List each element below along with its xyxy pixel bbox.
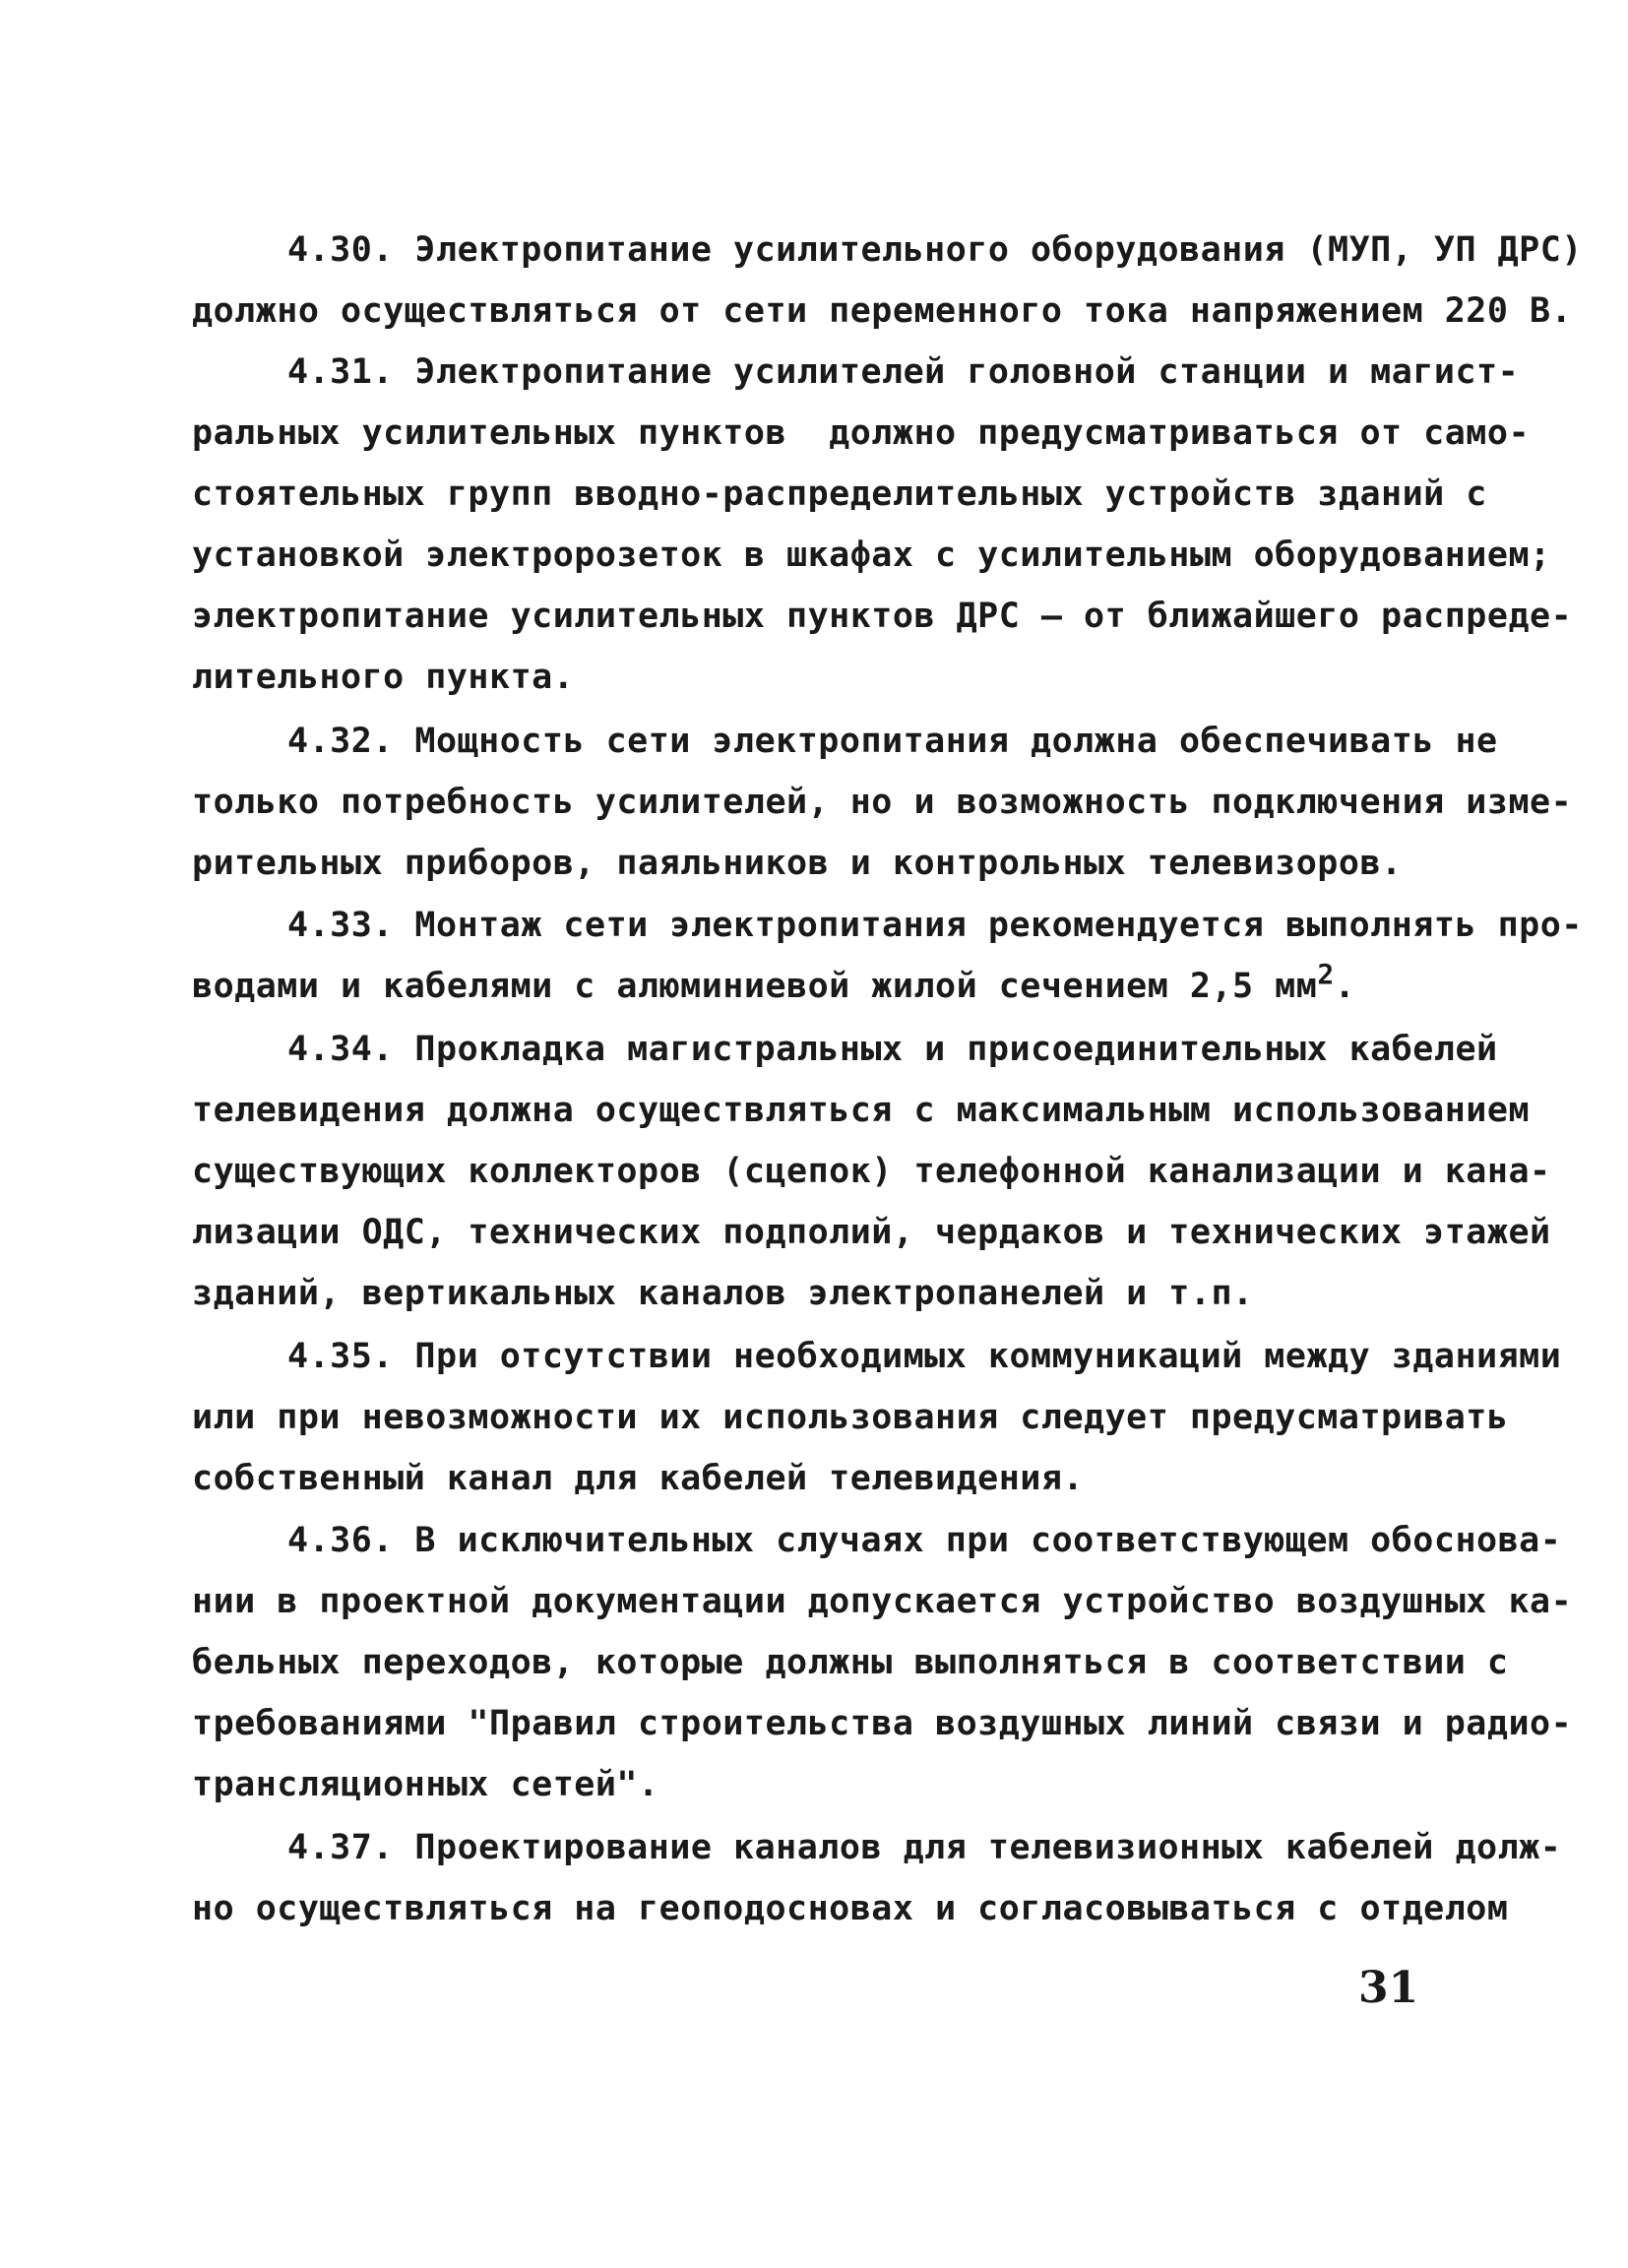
text-line: телевидения должна осуществляться с максимальным использованием: [192, 1091, 1531, 1130]
text-line: существующих коллекторов (сцепок) телефонной канализации и кана-: [192, 1152, 1551, 1191]
page-number: 31: [1358, 1963, 1419, 2013]
text-line: 4.32. Мощность сети электропитания должна обеспечивать не: [287, 722, 1498, 761]
text-line: лительного пункта.: [192, 658, 575, 697]
text-line: бельных переходов, которые должны выполняться в соответствии с: [192, 1643, 1509, 1682]
text-line-suffix: .: [1334, 967, 1356, 1006]
text-line: зданий, вертикальных каналов электропанелей и т.п.: [192, 1274, 1254, 1313]
text-line: требованиями "Правил строительства воздушных линий связи и радио-: [192, 1704, 1573, 1743]
text-line: 4.31. Электропитание усилителей головной станции и магист-: [287, 352, 1520, 392]
text-line: 4.37. Проектирование каналов для телевизионных кабелей долж-: [287, 1828, 1562, 1867]
text-line: стоятельных групп вводно-распределительных устройств зданий с: [192, 474, 1487, 514]
text-line: только потребность усилителей, но и возможность подключения изме-: [192, 783, 1573, 822]
text-line: рительных приборов, паяльников и контрольных телевизоров.: [192, 844, 1403, 883]
text-line: собственный канал для кабелей телевидения.: [192, 1459, 1085, 1498]
text-line: или при невозможности их использования следует предусматривать: [192, 1398, 1509, 1437]
text-line: 4.36. В исключительных случаях при соответствующем обоснова-: [287, 1521, 1562, 1560]
text-line: [192, 958, 1356, 1010]
text-line: ральных усилительных пунктов должно предусматриваться от само-: [192, 413, 1531, 453]
text-line: 4.34. Прокладка магистральных и присоединительных кабелей: [287, 1030, 1498, 1069]
text-line: но осуществляться на геоподосновах и согласовываться с отделом: [192, 1889, 1509, 1928]
text-line: 4.35. При отсутствии необходимых коммуникаций между зданиями: [287, 1337, 1562, 1376]
text-line: электропитание усилительных пунктов ДРС – от ближайшего распреде-: [192, 597, 1573, 636]
text-line: установкой электророзеток в шкафах с усилительным оборудованием;: [192, 536, 1551, 575]
text-line: 4.30. Электропитание усилительного оборудования (МУП, УП ДРС): [287, 230, 1583, 270]
text-line: должно осуществляться от сети переменного тока напряжением 220 В.: [192, 291, 1573, 331]
text-line: лизации ОДС, технических подполий, чердаков и технических этажей: [192, 1213, 1551, 1252]
text-line: нии в проектной документации допускается устройство воздушных ка-: [192, 1582, 1573, 1621]
text-line-main: водами и кабелями с алюминиевой жилой сечением 2,5 мм: [192, 967, 1318, 1006]
text-line: 4.33. Монтаж сети электропитания рекомендуется выполнять про-: [287, 906, 1583, 945]
text-line: трансляционных сетей".: [192, 1765, 659, 1804]
superscript-exponent: 2: [1317, 958, 1335, 990]
